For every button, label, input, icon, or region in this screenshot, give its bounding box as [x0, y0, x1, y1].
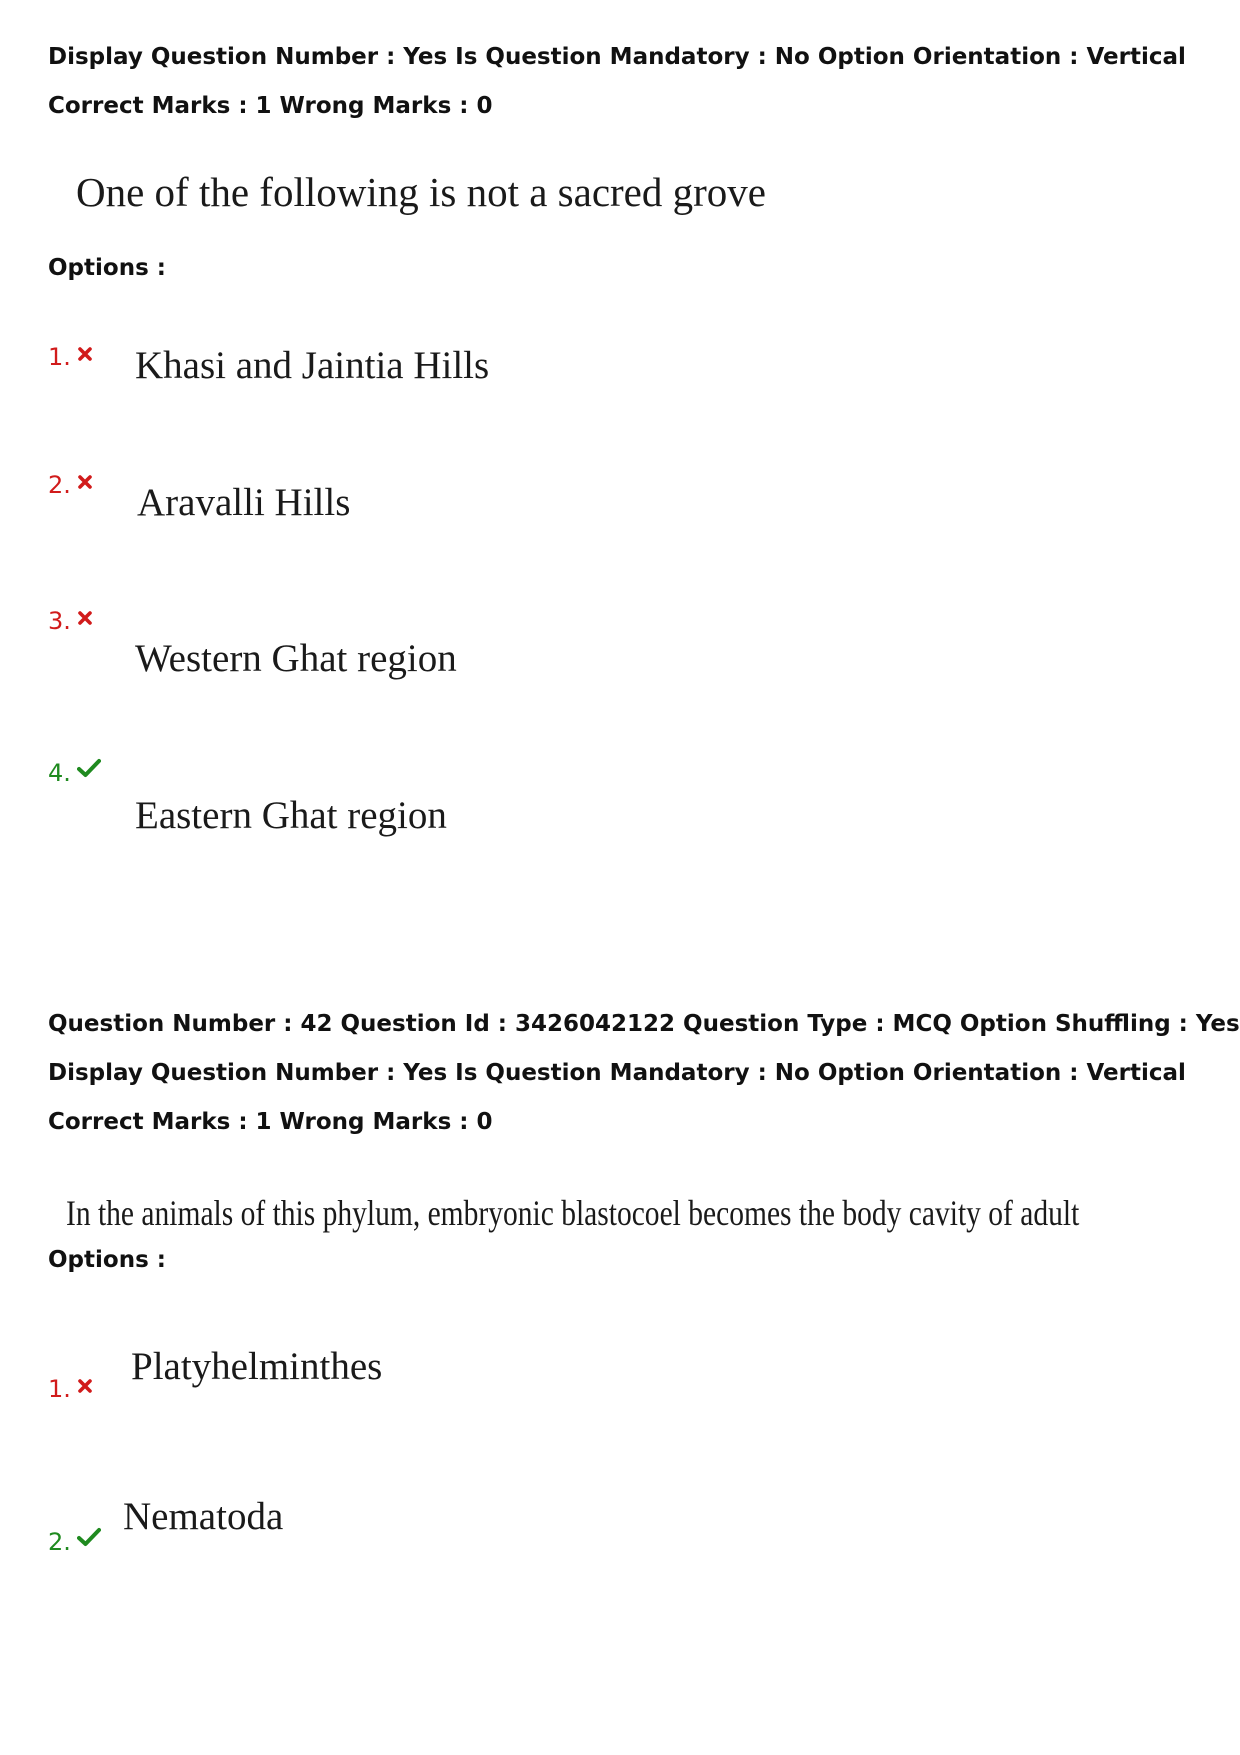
options-label: Options :: [48, 255, 166, 281]
check-icon: [77, 756, 101, 784]
option-text: Aravalli Hills: [137, 481, 351, 524]
question-meta-line: Display Question Number : Yes Is Question Mandatory : No Option Orientation : Vertical: [48, 44, 1186, 70]
option-text: Eastern Ghat region: [135, 794, 447, 837]
option-number: 2.: [48, 471, 71, 499]
option-number: 4.: [48, 759, 71, 787]
option-number: 1.: [48, 343, 71, 371]
cross-icon: [77, 604, 93, 632]
options-label: Options :: [48, 1247, 166, 1273]
check-icon: [77, 1525, 101, 1553]
option-text: Khasi and Jaintia Hills: [135, 344, 490, 387]
option-text: Platyhelminthes: [131, 1345, 383, 1388]
option-number: 2.: [48, 1528, 71, 1556]
option-text: Nematoda: [123, 1495, 284, 1538]
option-number: 1.: [48, 1375, 71, 1403]
marks-line: Correct Marks : 1 Wrong Marks : 0: [48, 1109, 493, 1135]
marks-line: Correct Marks : 1 Wrong Marks : 0: [48, 93, 493, 119]
option-text: Western Ghat region: [135, 637, 457, 680]
question-header-line: Question Number : 42 Question Id : 3426042122 Question Type : MCQ Option Shuffling : Yes: [48, 1011, 1240, 1037]
cross-icon: [77, 1372, 93, 1400]
option-number: 3.: [48, 607, 71, 635]
question-text: One of the following is not a sacred grove: [76, 169, 766, 215]
cross-icon: [77, 468, 93, 496]
question-text: In the animals of this phylum, embryonic blastocoel becomes the body cavity of adult: [66, 1193, 1080, 1233]
question-meta-line: Display Question Number : Yes Is Question Mandatory : No Option Orientation : Vertical: [48, 1060, 1186, 1086]
cross-icon: [77, 340, 93, 368]
